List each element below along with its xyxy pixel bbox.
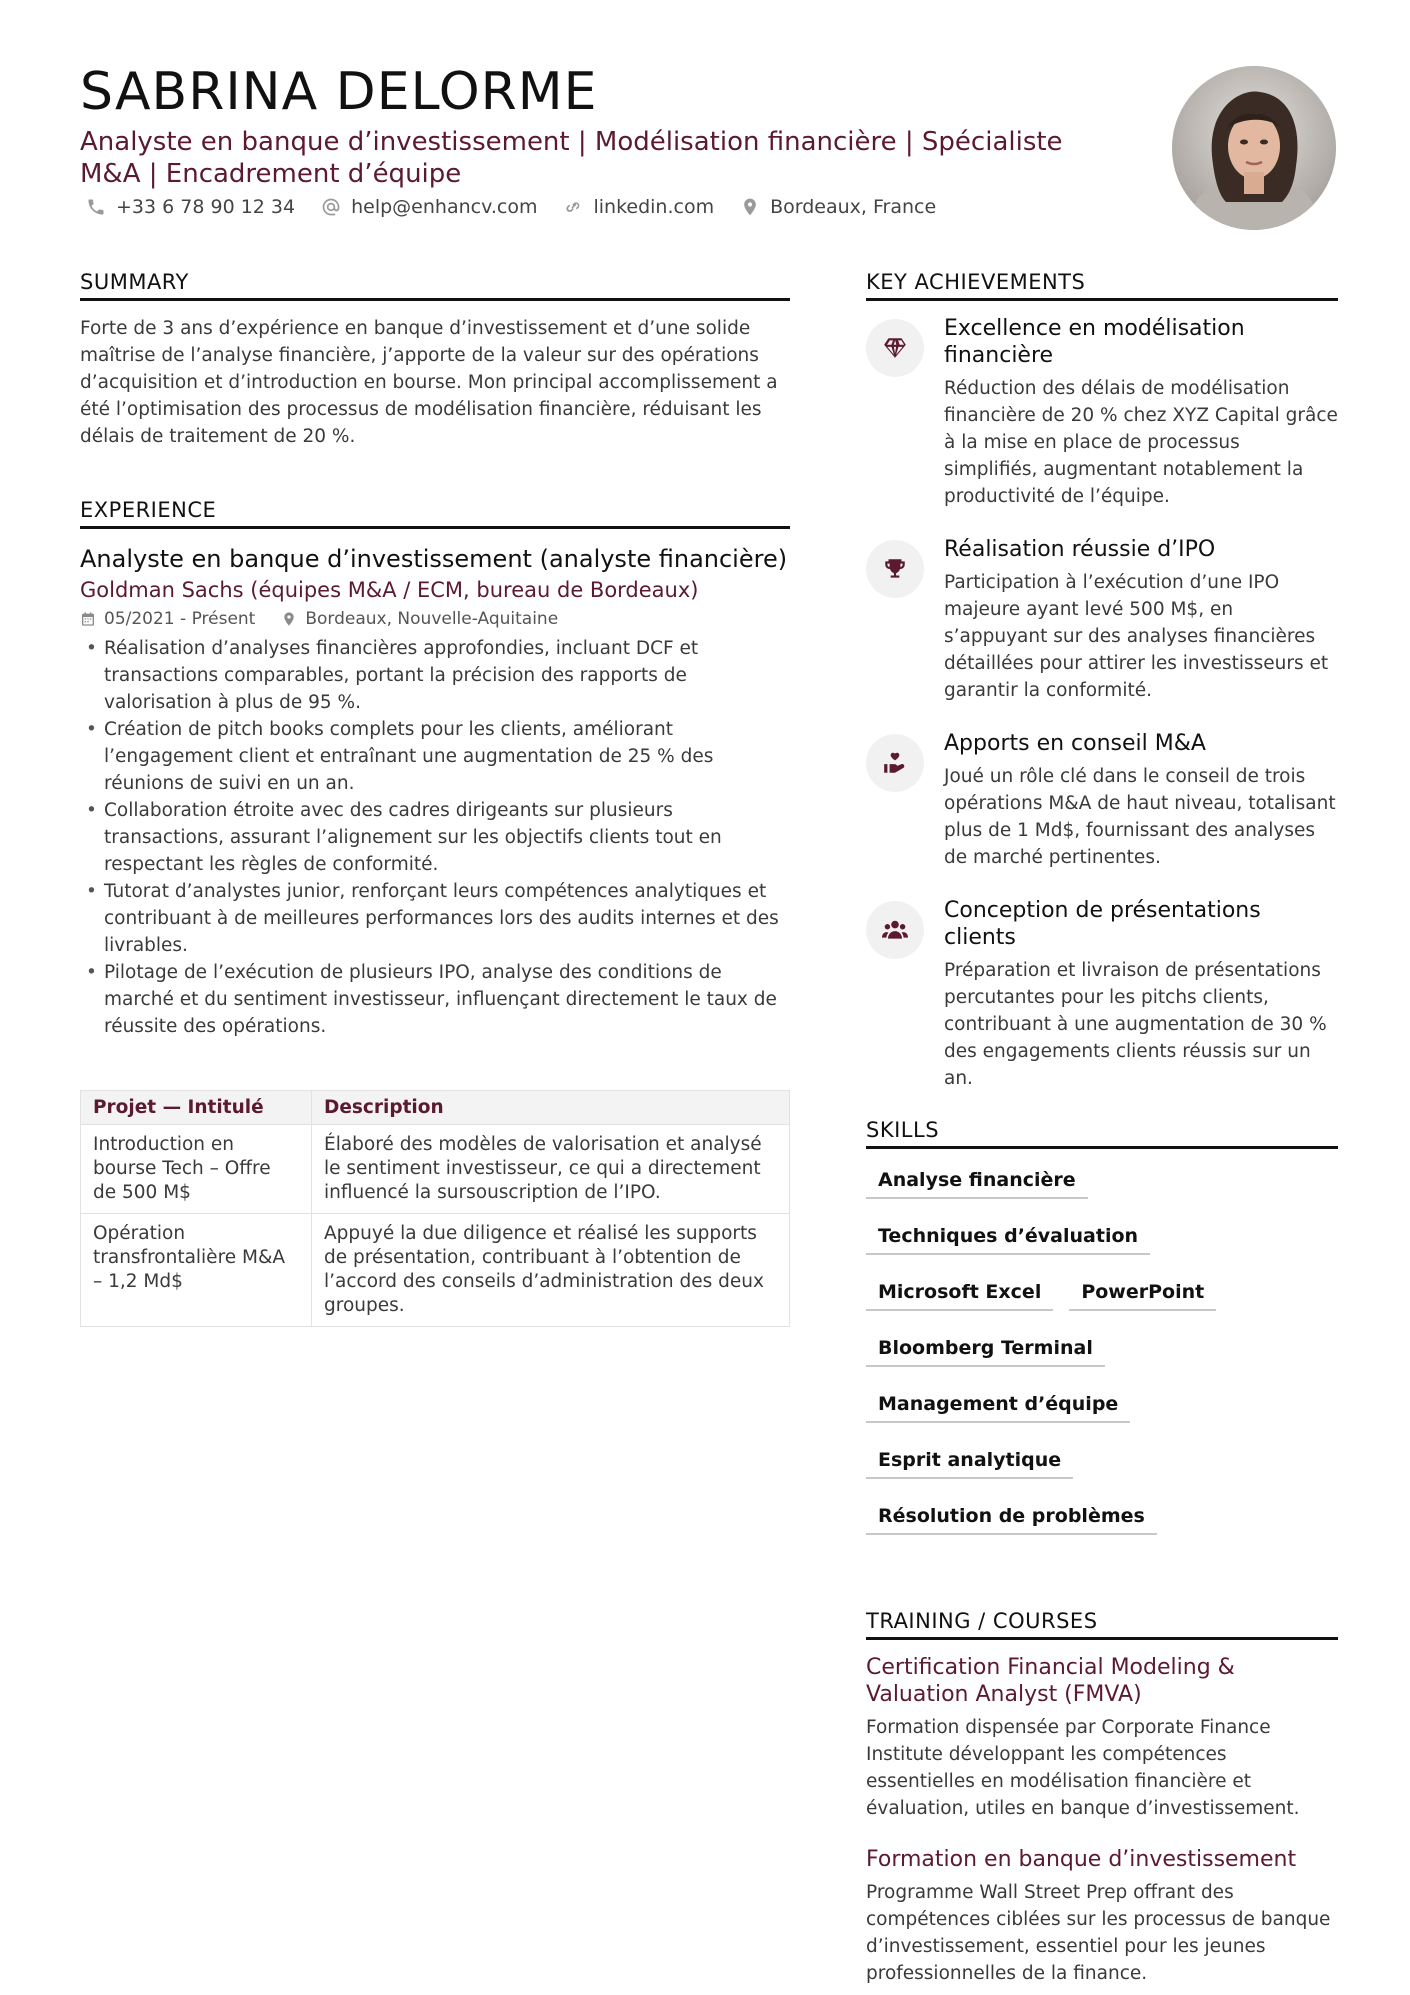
calendar-icon (80, 611, 96, 627)
training-heading: TRAINING / COURSES (866, 1609, 1338, 1640)
left-column (80, 270, 790, 1327)
table-cell-description: Appuyé la due diligence et réalisé les supports de présentation, contribuant à l’obtention de l’accord des conseils d’administration des deux groupes. (312, 1214, 790, 1327)
skill-tag: Analyse financière (866, 1163, 1088, 1199)
linkedin-text: linkedin.com (593, 196, 715, 218)
job-dates-text: 05/2021 - Présent (104, 609, 256, 629)
location-pin-icon (281, 611, 297, 627)
achievement-desc: Participation à l’exécution d’une IPO majeure ayant levé 500 M$, en s’appuyant sur des analyses financières détaillées pour attirer les investisseurs et garantir la conformité. (944, 572, 1329, 701)
achievement-item (866, 315, 1338, 510)
contact-email[interactable] (321, 196, 537, 218)
course-desc: Formation dispensée par Corporate Finance Institute développant les compétences essentielles en modélisation financière et évaluation, utiles en banque d’investissement. (866, 1717, 1300, 1819)
achievement-desc: Joué un rôle clé dans le conseil de trois opérations M&A de haut niveau, totalisant plus de 1 Md$, fournissant des analyses de marché pertinentes. (944, 766, 1336, 868)
list-item: • Création de pitch books complets pour les clients, améliorant l’engagement client et entraînant une augmentation de 25 % des réunions de suivi en un an. (80, 716, 790, 797)
table-cell-project: Opération transfrontalière M&A – 1,2 Md$ (81, 1214, 312, 1327)
course-title: Certification Financial Modeling & Valuation Analyst (FMVA) (866, 1655, 1235, 1707)
table-header-description: Description (312, 1091, 790, 1125)
location-text: Bordeaux, France (770, 196, 937, 218)
achievement-icon-wrap (866, 734, 924, 792)
experience-heading: EXPERIENCE (80, 498, 790, 529)
job-company: Goldman Sachs (équipes M&A / ECM, bureau de Bordeaux) (80, 578, 699, 602)
achievement-icon-wrap (866, 901, 924, 959)
achievement-item (866, 536, 1338, 704)
skills-list (866, 1163, 1338, 1535)
table-cell-project: Introduction en bourse Tech – Offre de 500 M$ (81, 1125, 312, 1214)
at-icon (321, 197, 341, 217)
email-text: help@enhancv.com (351, 196, 538, 218)
table-header-row (81, 1091, 790, 1125)
skill-tag: Microsoft Excel (866, 1275, 1053, 1311)
summary-heading: SUMMARY (80, 270, 790, 301)
achievement-item (866, 730, 1338, 871)
course-desc: Programme Wall Street Prep offrant des compétences ciblées sur les processus de banque d’investissement, essentiel pour les jeunes professionnelles de la finance. (866, 1882, 1331, 1984)
achievement-desc: Réduction des délais de modélisation financière de 20 % chez XYZ Capital grâce à la mise en place de processus simplifiés, augmentant notablement la productivité de l’équipe. (944, 378, 1338, 507)
job-location-text: Bordeaux, Nouvelle-Aquitaine (305, 609, 559, 629)
hand-heart-icon (882, 750, 908, 776)
right-column (866, 270, 1338, 1995)
skills-heading: SKILLS (866, 1118, 1338, 1149)
course-item (866, 1846, 1338, 1987)
table-row (81, 1214, 790, 1327)
summary-text: Forte de 3 ans d’expérience en banque d’investissement et d’une solide maîtrise de l’analyse financière, j’apporte de la valeur sur des opérations d’acquisition et d’introduction en bourse. Mon principal accomplissement a été l’optimisation des processus de modélisation financière, réduisant les délais de traitement de 20 %. (80, 318, 778, 447)
diamond-icon (882, 335, 908, 361)
skill-tag: PowerPoint (1069, 1275, 1216, 1311)
skill-tag: Techniques d’évaluation (866, 1219, 1150, 1255)
headline: Analyste en banque d’investissement | Modélisation financière | Spécialiste M&A | Encadrement d’équipe (80, 127, 1063, 189)
list-item: • Collaboration étroite avec des cadres dirigeants sur plusieurs transactions, assurant l’alignement sur les objectifs clients tout en respectant les règles de conformité. (80, 797, 790, 878)
avatar (1172, 66, 1336, 230)
location-pin-icon (740, 197, 760, 217)
list-item: • Réalisation d’analyses financières approfondies, incluant DCF et transactions comparables, portant la précision des rapports de valorisation à plus de 95 %. (80, 635, 790, 716)
skill-tag: Bloomberg Terminal (866, 1331, 1105, 1367)
trophy-icon (882, 556, 908, 582)
projects-table (80, 1090, 790, 1327)
achievement-item (866, 897, 1338, 1092)
contact-bar (86, 196, 936, 218)
contact-linkedin[interactable] (563, 196, 714, 218)
candidate-name: SABRINA DELORME (80, 62, 598, 122)
achievement-icon-wrap (866, 319, 924, 377)
skill-tag: Management d’équipe (866, 1387, 1130, 1423)
achievement-title: Conception de présentations clients (944, 898, 1261, 950)
achievement-title: Apports en conseil M&A (944, 731, 1206, 756)
job-meta (80, 609, 790, 629)
list-item: • Tutorat d’analystes junior, renforçant leurs compétences analytiques et contribuant à de meilleures performances lors des audits internes et des livrables. (80, 878, 790, 959)
table-row (81, 1125, 790, 1214)
portrait-illustration (1172, 66, 1336, 230)
job-dates (80, 609, 255, 629)
course-item (866, 1654, 1338, 1822)
achievement-title: Excellence en modélisation financière (944, 316, 1245, 368)
skill-tag: Résolution de problèmes (866, 1499, 1157, 1535)
list-item: • Pilotage de l’exécution de plusieurs IPO, analyse des conditions de marché et du sentiment investisseur, influençant directement le taux de réussite des opérations. (80, 959, 790, 1040)
job-location (281, 609, 558, 629)
achievement-icon-wrap (866, 540, 924, 598)
achievement-desc: Préparation et livraison de présentations percutantes pour les pitchs clients, contribuant à une augmentation de 30 % des engagements clients réussis sur un an. (944, 960, 1327, 1089)
job-bullets (80, 635, 790, 1040)
achievements-heading: KEY ACHIEVEMENTS (866, 270, 1338, 301)
job-title: Analyste en banque d’investissement (analyste financière) (80, 545, 788, 573)
link-icon (563, 197, 583, 217)
contact-phone[interactable] (86, 196, 295, 218)
table-cell-description: Élaboré des modèles de valorisation et analysé le sentiment investisseur, ce qui a directement influencé la sursouscription de l’IPO. (312, 1125, 790, 1214)
skill-tag: Esprit analytique (866, 1443, 1073, 1479)
phone-icon (86, 197, 106, 217)
table-header-project: Projet — Intitulé (81, 1091, 312, 1125)
course-title: Formation en banque d’investissement (866, 1847, 1297, 1872)
users-icon (882, 917, 908, 943)
achievement-title: Réalisation réussie d’IPO (944, 537, 1216, 562)
phone-text: +33 6 78 90 12 34 (116, 196, 296, 218)
contact-location (740, 196, 936, 218)
